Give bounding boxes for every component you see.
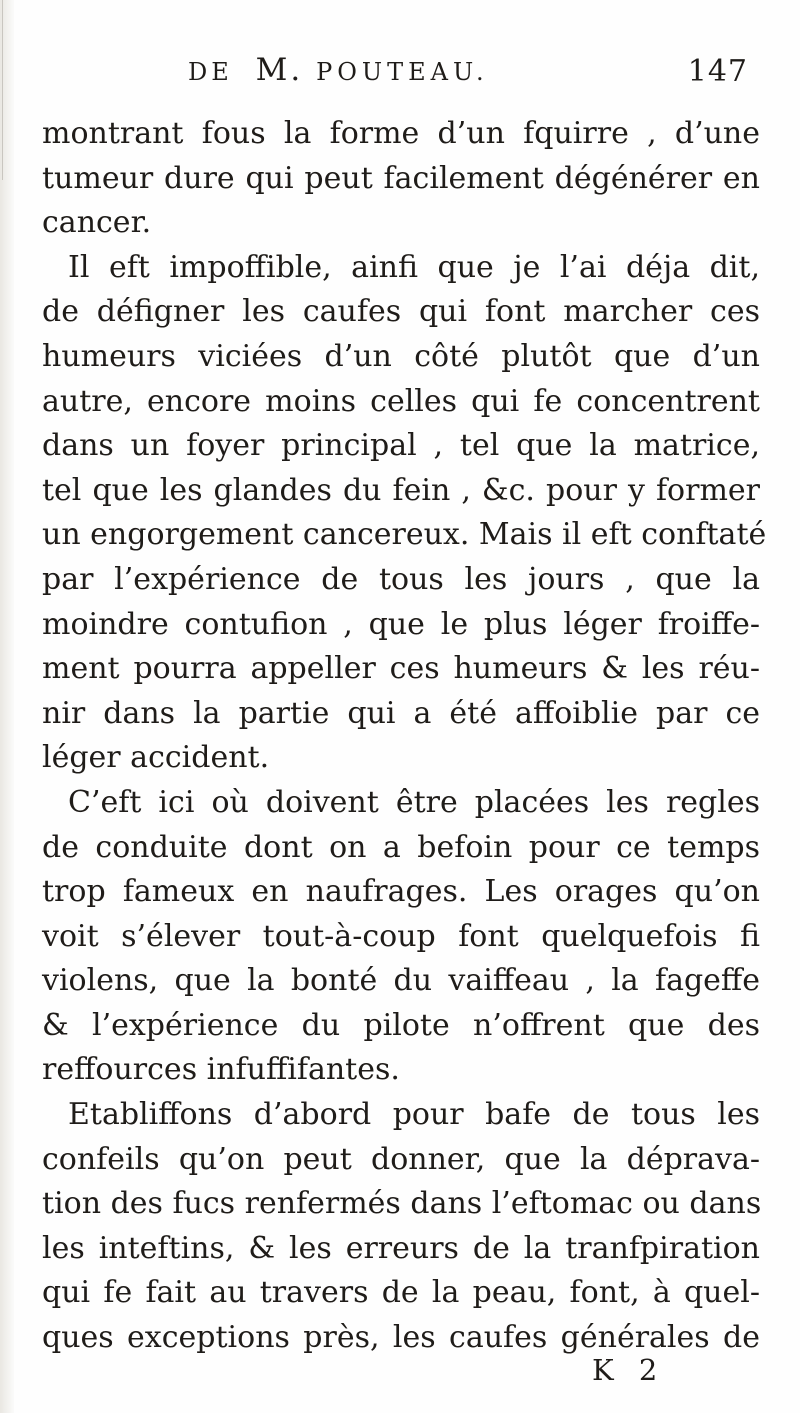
running-head-name: POUTEAU.: [316, 58, 489, 86]
text-line: léger accident.: [42, 740, 270, 776]
text-line: de défigner les caufes qui font marcher ces: [42, 294, 760, 330]
signature-mark: K 2: [592, 1353, 666, 1387]
running-head: [188, 52, 489, 88]
text-line: de conduite dont on a befoin pour ce temps: [42, 829, 760, 865]
text-line: qui fe fait au travers de la peau, font, à quel-: [42, 1275, 760, 1311]
text-line: trop fameux en naufrages. Les orages qu’on: [42, 874, 760, 910]
running-head-m: M.: [255, 52, 304, 88]
text-line: un engorgement cancereux. Mais il eft conftaté: [42, 517, 767, 553]
page-edge-line: [2, 0, 3, 180]
text-line: confeils qu’on peut donner, que la déprava-: [42, 1141, 760, 1177]
text-line: dans un foyer principal , tel que la matrice,: [42, 428, 760, 464]
text-line: voit s’élever tout-à-coup font quelquefois fi: [42, 918, 760, 954]
running-head-de: DE: [188, 58, 233, 86]
text-line: autre, encore moins celles qui fe concentrent: [42, 383, 760, 419]
text-line: Etabliffons d’abord pour bafe de tous les: [68, 1097, 760, 1133]
page-gutter: [0, 0, 14, 1413]
text-line: humeurs viciées d’un côté plutôt que d’un: [42, 338, 760, 374]
page-header: [188, 52, 748, 102]
text-line: moindre contufion , que le plus léger froiffe-: [42, 606, 760, 642]
text-line: nir dans la partie qui a été affoiblie par ce: [42, 695, 760, 731]
text-line: Il eft impoffible, ainfi que je l’ai déja dit,: [68, 249, 760, 285]
text-line: les inteftins, & les erreurs de la tranfpiration: [42, 1230, 760, 1266]
text-line: tion des fucs renfermés dans l’eftomac ou dans: [42, 1186, 762, 1222]
text-line: ment pourra appeller ces humeurs & les réu-: [42, 651, 760, 687]
text-line: violens, que la bonté du vaiffeau , la fageffe: [42, 963, 760, 999]
text-line: tumeur dure qui peut facilement dégénérer en: [42, 160, 760, 196]
text-line: ques exceptions près, les caufes générales de: [42, 1320, 760, 1356]
text-line: montrant fous la forme d’un fquirre , d’une: [42, 116, 760, 151]
text-line: C’eft ici où doivent être placées les regles: [68, 784, 760, 820]
text-line: tel que les glandes du fein , &c. pour y former: [42, 472, 760, 508]
text-line: & l’expérience du pilote n’offrent que des: [42, 1007, 760, 1043]
page-number: 147: [687, 54, 748, 89]
text-line: par l’expérience de tous les jours , que la: [42, 561, 760, 597]
text-line: reffources infuffifantes.: [42, 1052, 400, 1088]
body-text: [42, 112, 767, 1361]
text-line: cancer.: [42, 205, 152, 241]
